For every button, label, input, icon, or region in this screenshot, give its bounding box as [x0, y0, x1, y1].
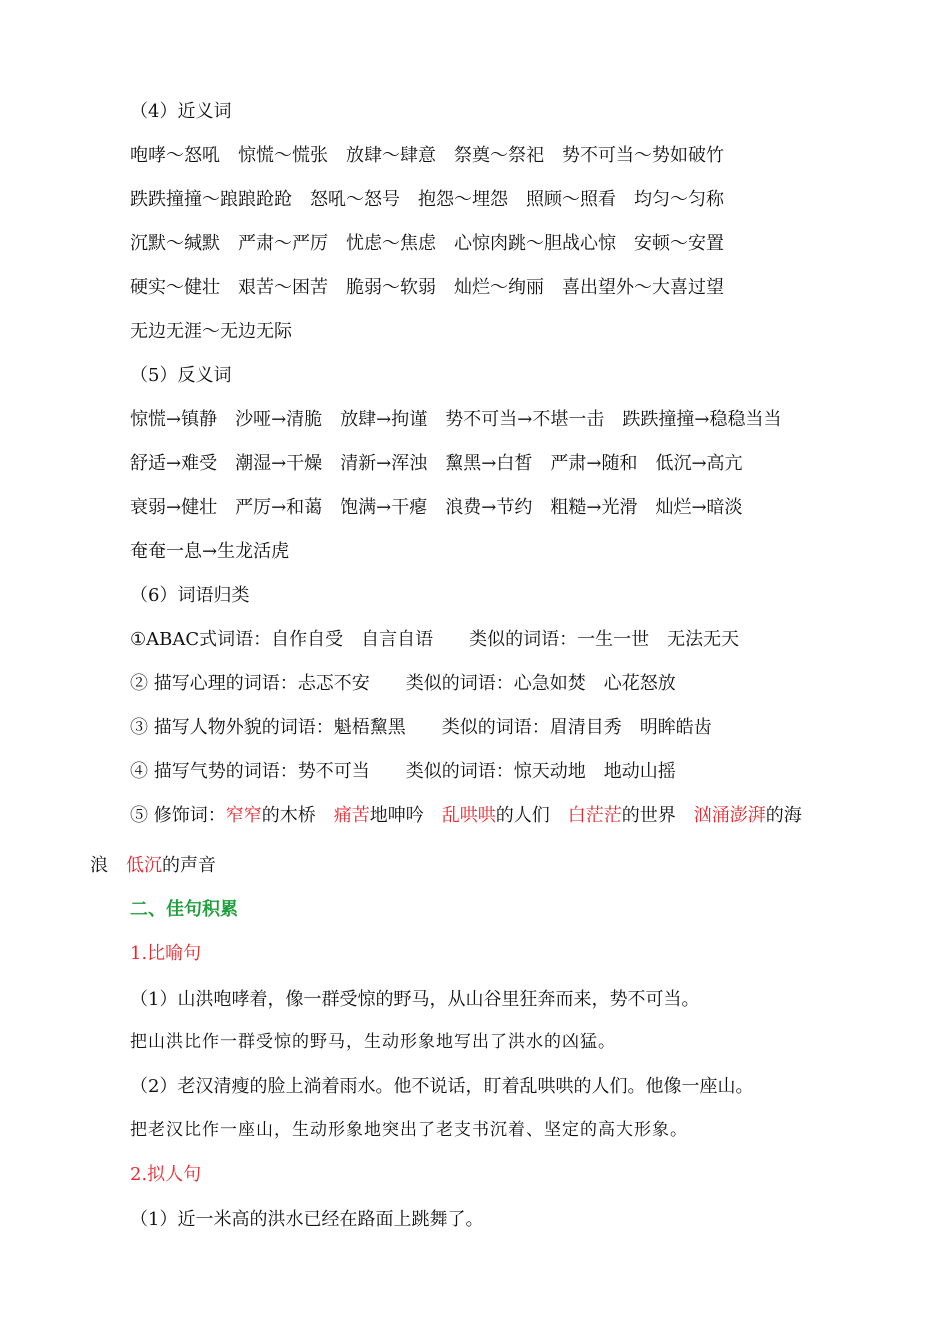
word-item: 的世界 — [621, 805, 676, 826]
antonym-row-3 — [130, 496, 743, 520]
word-item: 艰苦～困苦 — [238, 277, 328, 298]
word-item: 黧黑→白皙 — [445, 453, 533, 474]
word-item: 忧虑～焦虑 — [346, 233, 436, 254]
word-item: 跌跌撞撞～踉踉跄跄 — [130, 189, 292, 210]
modifier-word: 痛苦 — [333, 805, 370, 826]
section-title-classification: （6）词语归类 — [130, 585, 250, 606]
word-item: ④ 描写气势的词语：势不可当 — [130, 761, 370, 782]
word-item: 低沉→高亢 — [655, 453, 743, 474]
word-item: 奄奄一息→生龙活虎 — [130, 541, 290, 562]
word-item: 的海 — [765, 805, 802, 826]
word-item: 饱满→干瘪 — [340, 497, 428, 518]
word-item: 灿烂～绚丽 — [454, 277, 544, 298]
word-item: 势不可当～势如破竹 — [562, 145, 724, 166]
synonym-row-5 — [130, 320, 292, 344]
classification-item-3 — [130, 716, 712, 740]
word-item: 抱怨～埋怨 — [418, 189, 508, 210]
simile-heading: 1.比喻句 — [130, 943, 202, 964]
word-item: 喜出望外～大喜过望 — [562, 277, 724, 298]
word-item: 无边无涯～无边无际 — [130, 321, 292, 342]
word-item: 惊慌～慌张 — [238, 145, 328, 166]
word-item: 惊慌→镇静 — [130, 409, 218, 430]
word-item: 粗糙→光滑 — [550, 497, 638, 518]
synonym-row-1 — [130, 144, 724, 168]
word-item: 沙哑→清脆 — [235, 409, 323, 430]
word-item: ③ 描写人物外貌的词语：魁梧黧黑 — [130, 717, 406, 738]
word-item: 放肆～肆意 — [346, 145, 436, 166]
word-item: 明眸皓齿 — [639, 717, 712, 738]
sentence-1-note: 把山洪比作一群受惊的野马，生动形象地写出了洪水的凶猛。 — [130, 1032, 616, 1052]
word-item: 心花怒放 — [603, 673, 676, 694]
word-item: 类似的词语：眉清目秀 — [441, 717, 622, 738]
modifier-word: 白茫茫 — [567, 805, 622, 826]
word-item: 灿烂→暗淡 — [655, 497, 743, 518]
word-item: 浪 — [90, 855, 108, 876]
section-title-synonyms: （4）近义词 — [130, 101, 232, 122]
word-item: ①ABAC式词语：自作自受 — [130, 629, 344, 650]
word-item: 自言自语 — [361, 629, 434, 650]
classification-item-2 — [130, 672, 676, 696]
synonym-row-2 — [130, 188, 724, 212]
word-item: 心惊肉跳～胆战心惊 — [454, 233, 616, 254]
word-item: 均匀～匀称 — [634, 189, 724, 210]
classification-item-5-continued — [90, 854, 216, 878]
modifier-word: 低沉 — [126, 855, 162, 876]
word-item: 清新→浑浊 — [340, 453, 428, 474]
word-item: 沉默～缄默 — [130, 233, 220, 254]
word-item: 祭奠～祭祀 — [454, 145, 544, 166]
word-item: 怒吼～怒号 — [310, 189, 400, 210]
sentence-2: （2）老汉清瘦的脸上淌着雨水。他不说话，盯着乱哄哄的人们。他像一座山。 — [130, 1076, 754, 1097]
word-item: 脆弱～软弱 — [346, 277, 436, 298]
word-item: 类似的词语：惊天动地 — [405, 761, 586, 782]
word-item: ② 描写心理的词语：忐忑不安 — [130, 673, 370, 694]
synonym-row-3 — [130, 232, 724, 256]
word-item: 地动山摇 — [603, 761, 676, 782]
classification-item-1 — [130, 628, 739, 652]
antonym-row-1 — [130, 408, 781, 432]
antonym-row-4 — [130, 540, 289, 564]
modifier-word: 汹涌澎湃 — [693, 805, 766, 826]
word-item: 无法无天 — [667, 629, 740, 650]
word-item: 的人们 — [495, 805, 550, 826]
word-item: 跌跌撞撞→稳稳当当 — [622, 409, 782, 430]
modifier-word: 窄窄 — [225, 805, 262, 826]
classification-item-5 — [130, 804, 802, 828]
word-item: 潮湿→干燥 — [235, 453, 323, 474]
section-title-antonyms: （5）反义词 — [130, 365, 232, 386]
word-item: 的木桥 — [261, 805, 316, 826]
sentence-3: （1）近一米高的洪水已经在路面上跳舞了。 — [130, 1209, 484, 1230]
word-item: 地呻吟 — [369, 805, 424, 826]
sentence-1: （1）山洪咆哮着，像一群受惊的野马，从山谷里狂奔而来，势不可当。 — [130, 989, 700, 1010]
word-item: 严肃→随和 — [550, 453, 638, 474]
word-item: 严厉→和蔼 — [235, 497, 323, 518]
synonym-row-4 — [130, 276, 724, 300]
word-item: 势不可当→不堪一击 — [445, 409, 605, 430]
word-item: 浪费→节约 — [445, 497, 533, 518]
antonym-row-2 — [130, 452, 743, 476]
part-heading: 二、佳句积累 — [130, 899, 238, 920]
word-item: 舒适→难受 — [130, 453, 218, 474]
word-item: 的声音 — [162, 855, 216, 876]
modifier-word: 乱哄哄 — [441, 805, 496, 826]
classification-item-4 — [130, 760, 676, 784]
word-item: 类似的词语：一生一世 — [469, 629, 650, 650]
word-item: 硬实～健壮 — [130, 277, 220, 298]
word-item: 放肆→拘谨 — [340, 409, 428, 430]
word-item: 严肃～严厉 — [238, 233, 328, 254]
personification-heading: 2.拟人句 — [130, 1164, 202, 1185]
word-item: 安顿～安置 — [634, 233, 724, 254]
word-item: 咆哮～怒吼 — [130, 145, 220, 166]
word-item: 照顾～照看 — [526, 189, 616, 210]
word-item: 类似的词语：心急如焚 — [405, 673, 586, 694]
word-item: ⑤ 修饰词： — [130, 805, 226, 826]
sentence-2-note: 把老汉比作一座山，生动形象地突出了老支书沉着、坚定的高大形象。 — [130, 1120, 688, 1140]
word-item: 衰弱→健壮 — [130, 497, 218, 518]
